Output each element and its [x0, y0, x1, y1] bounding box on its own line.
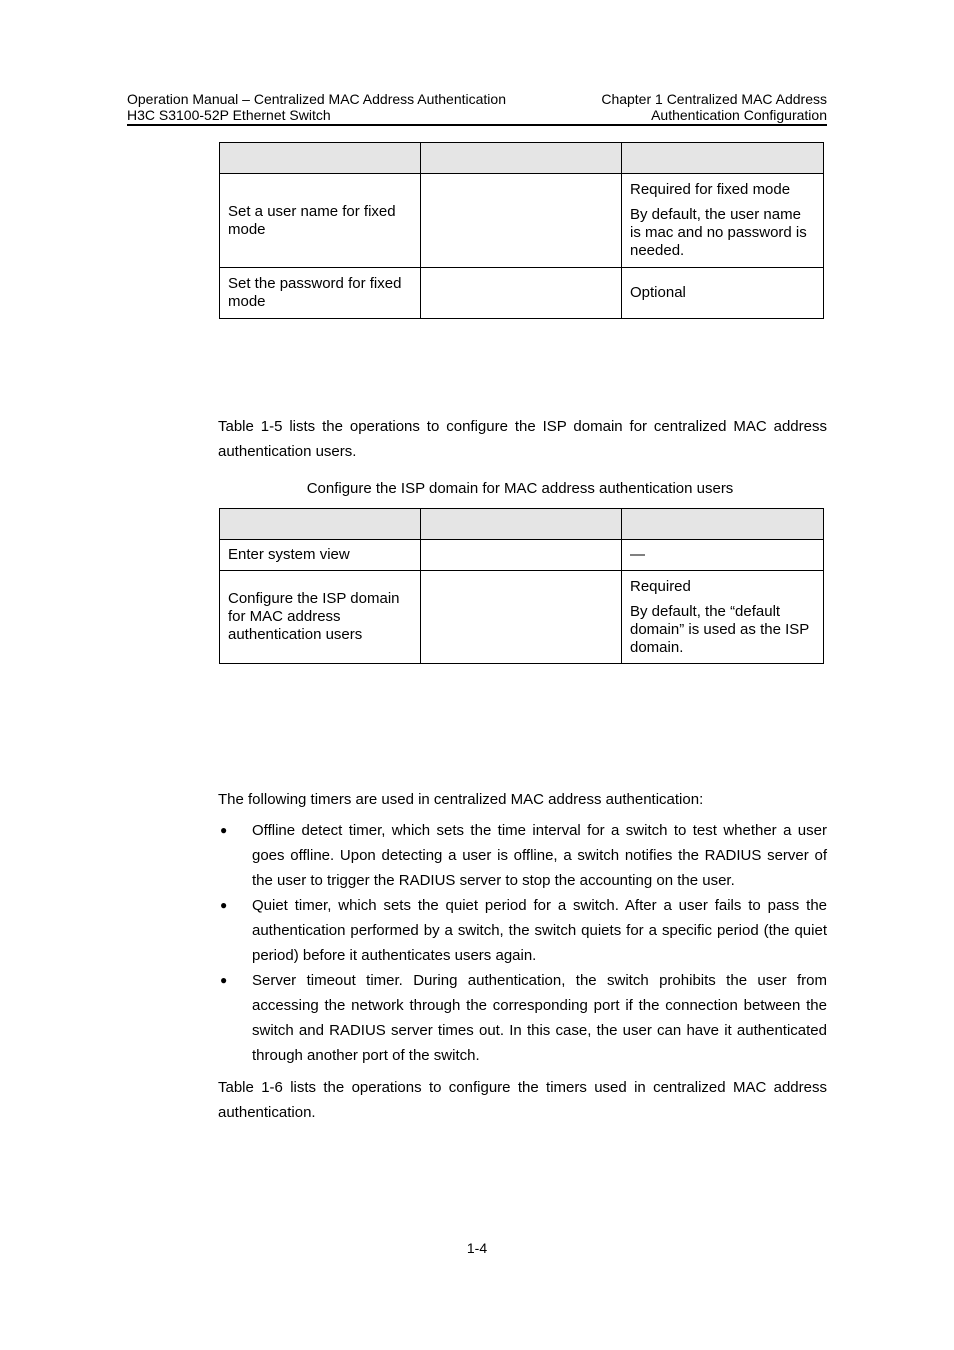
operation-cell: Set the password for fixed mode [220, 268, 421, 319]
list-item [218, 893, 827, 968]
list-item-text: Offline detect timer, which sets the time interval for a switch to test whether a user goes offline. Upon detecting a user is offline, a switch notifies the RADIUS server of the user to trigger the RADIUS server to stop the accounting on the user. [252, 822, 827, 889]
table-header-row [220, 143, 824, 174]
isp-domain-operations-table [219, 508, 824, 664]
command-cell [421, 174, 622, 268]
remark-line: Required [630, 577, 691, 595]
paragraph: Table 1-6 lists the operations to configure the timers used in centralized MAC address authentication. [218, 1079, 827, 1121]
command-cell [421, 571, 622, 664]
running-header-right [601, 91, 827, 123]
fixed-mode-operations-table [219, 142, 824, 319]
header-cell-remarks [622, 509, 824, 540]
remark-line: By default, the user name is mac and no password is needed. [630, 206, 807, 259]
running-header-left [127, 91, 506, 123]
product-name: H3C S3100-52P Ethernet Switch [127, 107, 331, 123]
table-row [220, 268, 824, 319]
chapter-title-line2: Authentication Configuration [651, 107, 827, 123]
header-cell-operation [220, 509, 421, 540]
table-header-row [220, 509, 824, 540]
remarks-cell [622, 268, 824, 319]
remark-line: — [630, 546, 645, 563]
table-caption: Configure the ISP domain for MAC address authentication users [306, 480, 734, 497]
operation-cell: Set a user name for fixed mode [220, 174, 421, 268]
table-row [220, 540, 824, 571]
list-item-text: Server timeout timer. During authentication, the switch prohibits the user from accessing the network through the corresponding port if the connection between the switch and RADIUS server times out. In this case, the user can have it authenticated through another port of the switch. [252, 972, 827, 1064]
chapter-title-line1: Chapter 1 Centralized MAC Address [601, 91, 827, 107]
table-row [220, 174, 824, 268]
operation-cell: Enter system view [220, 540, 421, 571]
paragraph: Table 1-5 lists the operations to configure the ISP domain for centralized MAC address authentication users. [218, 418, 827, 460]
manual-title: Operation Manual – Centralized MAC Address Authentication [127, 91, 506, 107]
header-cell-command [421, 509, 622, 540]
header-divider [127, 124, 827, 126]
remarks-cell [622, 571, 824, 664]
page-number: 1-4 [466, 1240, 488, 1256]
list-item [218, 968, 827, 1068]
header-cell-remarks [622, 143, 824, 174]
bullet-icon: ● [220, 898, 228, 912]
bullet-icon: ● [220, 823, 228, 837]
remark-line: By default, the “default domain” is used as the ISP domain. [630, 602, 809, 656]
remarks-cell [622, 174, 824, 268]
paragraph: The following timers are used in centralized MAC address authentication: [218, 791, 704, 808]
remark-line: Required for fixed mode [630, 181, 791, 198]
bullet-icon: ● [220, 973, 228, 987]
table-row [220, 571, 824, 664]
header-cell-command [421, 143, 622, 174]
command-cell [421, 540, 622, 571]
header-cell-operation [220, 143, 421, 174]
list-item [218, 818, 827, 893]
remarks-cell [622, 540, 824, 571]
command-cell [421, 268, 622, 319]
list-item-text: Quiet timer, which sets the quiet period for a switch. After a user fails to pass the authentication performed by a switch, the switch quiets for a specific period (the quiet period) before it authenticates users again. [252, 897, 827, 964]
operation-cell: Configure the ISP domain for MAC address authentication users [220, 571, 421, 664]
remark-line: Optional [630, 284, 686, 301]
timer-list [218, 818, 827, 1068]
